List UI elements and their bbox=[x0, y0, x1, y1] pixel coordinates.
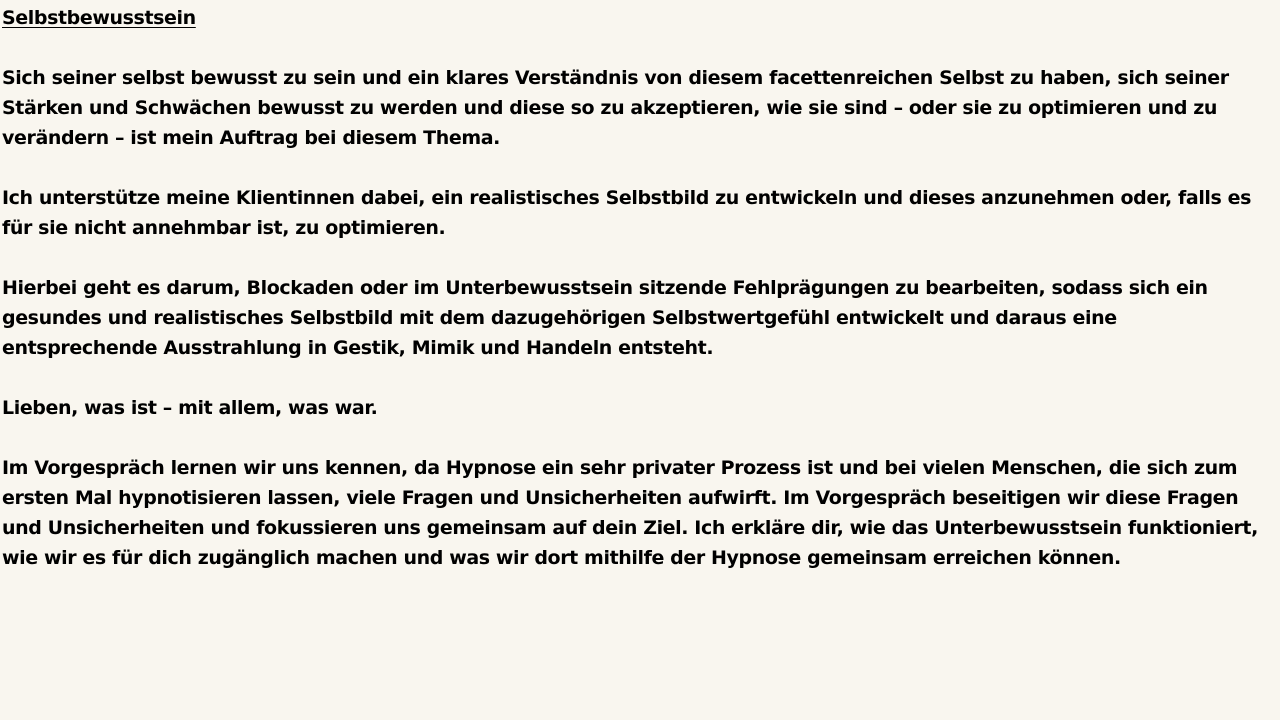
intro-paragraph: Sich seiner selbst bewusst zu sein und ein klares Verständnis von diesem facettenreichen Selbst zu haben, sich seiner Stärken und Schwächen bewusst zu werden und diese so zu akzeptieren, wie sie sind – oder sie zu optimieren und zu verändern – ist mein Auftrag bei diesem Thema. bbox=[2, 67, 1229, 149]
page-title: Selbstbewusstsein bbox=[2, 7, 196, 29]
process-paragraph: Hierbei geht es darum, Blockaden oder im Unterbewusstsein sitzende Fehlprägungen zu bearbeiten, sodass sich ein gesundes und realistisches Selbstbild mit dem dazugehörigen Selbstwertgefühl entwickelt und daraus eine entsprechende Ausstrahlung in Gestik, Mimik und Handeln entsteht. bbox=[2, 277, 1208, 359]
support-paragraph: Ich unterstütze meine Klientinnen dabei, ein realistisches Selbstbild zu entwickeln und dieses anzunehmen oder, falls es für sie nicht annehmbar ist, zu optimieren. bbox=[2, 187, 1252, 239]
motto-paragraph: Lieben, was ist – mit allem, was war. bbox=[2, 397, 378, 419]
consultation-paragraph: Im Vorgespräch lernen wir uns kennen, da Hypnose ein sehr privater Prozess ist und bei vielen Menschen, die sich zum ersten Mal hypnotisieren lassen, viele Fragen und Unsicherheiten aufwirft. Im Vorgespräch beseitigen wir diese Fragen und Unsicherheiten und fokussieren uns gemeinsam auf dein Ziel. Ich erkläre dir, wie das Unterbewusstsein funktioniert, wie wir es für dich zugänglich machen und was wir dort mithilfe der Hypnose gemeinsam erreichen können. bbox=[2, 457, 1258, 569]
